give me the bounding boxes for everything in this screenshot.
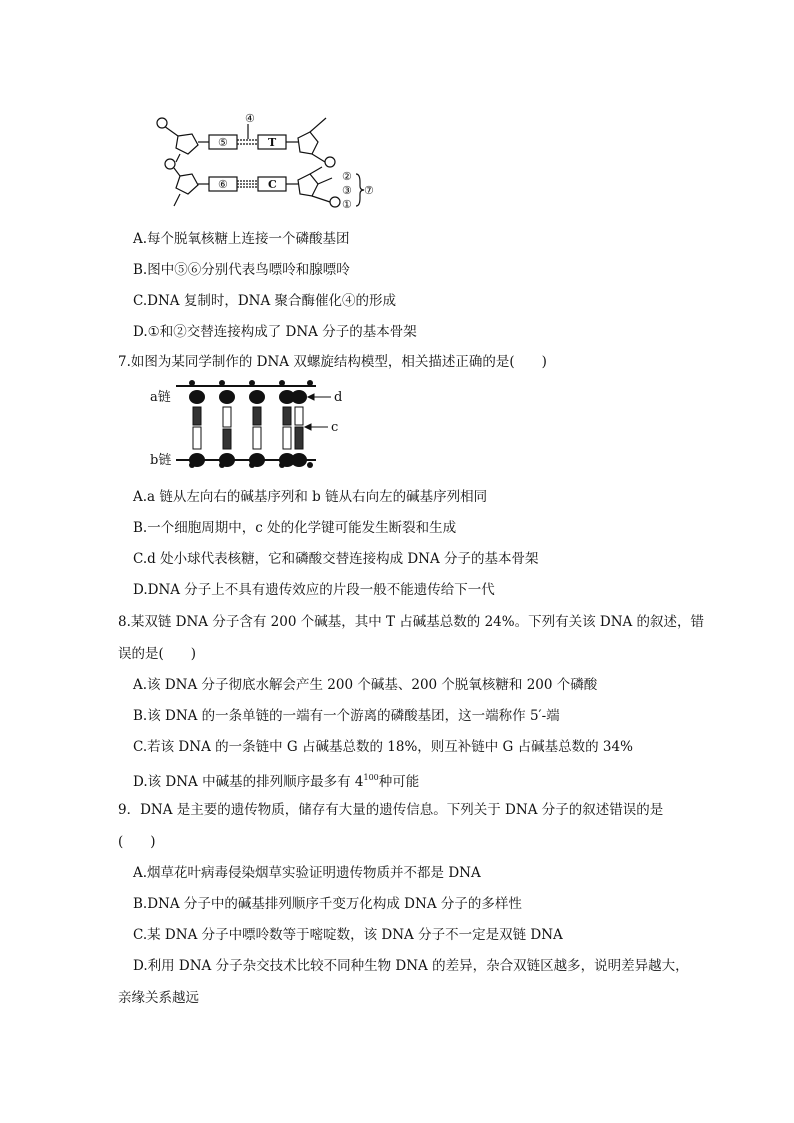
label-4: ④	[245, 112, 255, 125]
q8-option-d-exponent: 100	[363, 773, 379, 782]
q9-option-a: A.烟草花叶病毒侵染烟草实验证明遗传物质并不都是 DNA	[133, 865, 481, 881]
q9-option-d-line2: 亲缘关系越远	[118, 990, 199, 1006]
deoxyribose-pentagon	[298, 174, 318, 196]
q8-option-a: A.该 DNA 分子彻底水解会产生 200 个碱基、200 个脱氧核糖和 200 个磷酸	[133, 677, 598, 693]
q8-option-c: C.若该 DNA 的一条链中 G 占碱基总数的 18%，则互补链中 G 占碱基总数的 34%	[133, 739, 633, 755]
label-7: ⑦	[364, 184, 374, 197]
q8-option-d	[133, 768, 419, 792]
phosphate-circle	[157, 118, 167, 128]
q7-stem: 7.如图为某同学制作的 DNA 双螺旋结构模型，相关描述正确的是( )	[118, 354, 547, 370]
q9-option-c: C.某 DNA 分子中嘌呤数等于嘧啶数，该 DNA 分子不一定是双链 DNA	[133, 927, 563, 943]
q9-stem-line2: ( )	[118, 834, 156, 850]
chain-a-label: a链	[150, 390, 171, 405]
label-1: ①	[342, 198, 352, 211]
label-5: ⑤	[218, 136, 228, 149]
chain-b-label: b链	[150, 453, 172, 468]
label-3: ③	[342, 184, 352, 197]
q6-option-c: C.DNA 复制时，DNA 聚合酶催化④的形成	[133, 293, 396, 309]
deoxyribose-pentagon	[176, 174, 198, 194]
q6-option-a: A.每个脱氧核糖上连接一个磷酸基团	[133, 231, 350, 247]
phosphate-circle	[330, 197, 340, 207]
q8-stem-line1: 8.某双链 DNA 分子含有 200 个碱基，其中 T 占碱基总数的 24%。下列有关该 DNA 的叙述，错	[118, 614, 705, 630]
deoxyribose-pentagon	[176, 134, 198, 154]
q8-option-b: B.该 DNA 的一条单链的一端有一个游离的磷酸基团，这一端称作 5′-端	[133, 708, 560, 724]
dna-double-helix-model	[148, 380, 358, 474]
dna-segment-diagram	[150, 112, 380, 216]
q7-option-a: A.a 链从左向右的碱基序列和 b 链从右向左的碱基序列相同	[133, 489, 488, 505]
q8-option-d-pre: D.该 DNA 中碱基的排列顺序最多有 4	[133, 774, 364, 790]
q9-option-b: B.DNA 分子中的碱基排列顺序千变万化构成 DNA 分子的多样性	[133, 896, 522, 912]
label-c: c	[331, 420, 339, 435]
label-d: d	[334, 390, 343, 405]
label-6: ⑥	[218, 178, 228, 191]
q8-stem-line2: 误的是( )	[118, 646, 197, 662]
q7-option-b: B.一个细胞周期中，c 处的化学键可能发生断裂和生成	[133, 520, 457, 536]
q9-option-d-line1: D.利用 DNA 分子杂交技术比较不同种生物 DNA 的差异，杂合双链区越多，说明差异越大，	[133, 958, 689, 974]
deoxyribose-pentagon	[298, 132, 318, 154]
q9-stem-line1: 9．DNA 是主要的遗传物质，储存有大量的遗传信息。下列关于 DNA 分子的叙述错误的是	[118, 802, 664, 818]
phosphate-circle	[165, 159, 175, 169]
label-T: T	[268, 136, 277, 149]
label-2: ②	[342, 170, 352, 183]
q6-option-b: B.图中⑤⑥分别代表鸟嘌呤和腺嘌呤	[133, 262, 350, 278]
q7-option-d: D.DNA 分子上不具有遗传效应的片段一般不能遗传给下一代	[133, 582, 495, 598]
q8-option-d-post: 种可能	[378, 774, 420, 790]
label-C: C	[268, 178, 277, 191]
q7-option-c: C.d 处小球代表核糖，它和磷酸交替连接构成 DNA 分子的基本骨架	[133, 551, 539, 567]
phosphate-circle	[325, 157, 335, 167]
q6-option-d: D.①和②交替连接构成了 DNA 分子的基本骨架	[133, 324, 417, 340]
